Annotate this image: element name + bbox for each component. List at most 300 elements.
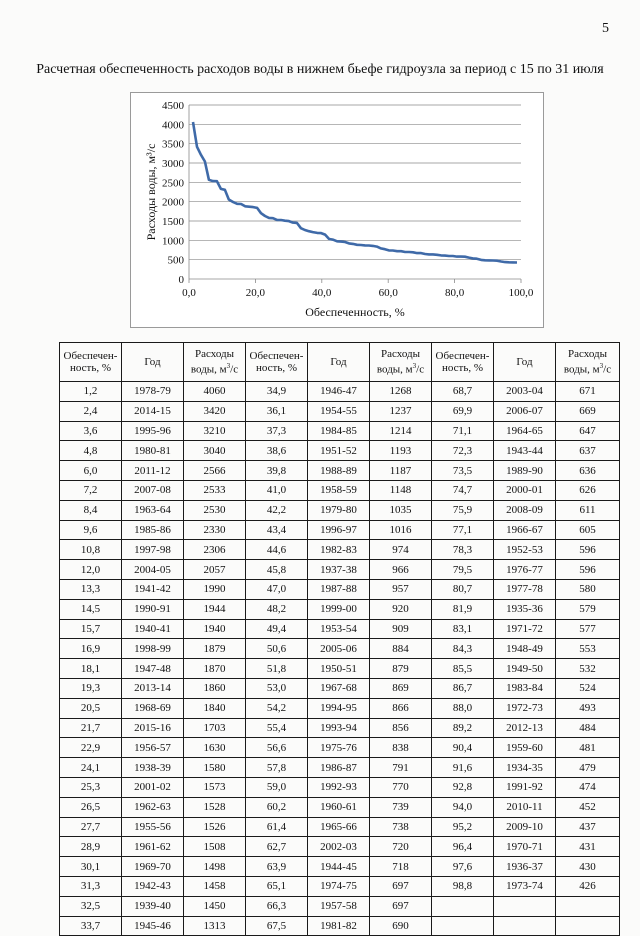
table-row xyxy=(60,738,620,758)
table-cell: 1580 xyxy=(184,758,246,778)
table-cell: 484 xyxy=(556,718,620,738)
table-row xyxy=(60,817,620,837)
table-row xyxy=(60,441,620,461)
table-cell: 920 xyxy=(370,599,432,619)
table-cell: 38,6 xyxy=(246,441,308,461)
table-cell: 95,2 xyxy=(432,817,494,837)
table-cell: 1860 xyxy=(184,678,246,698)
table-cell: 481 xyxy=(556,738,620,758)
table-cell: 1937-38 xyxy=(308,560,370,580)
table-cell: 1960-61 xyxy=(308,797,370,817)
table-cell: 452 xyxy=(556,797,620,817)
table-cell: 671 xyxy=(556,382,620,402)
table-cell: 1972-73 xyxy=(494,698,556,718)
table-row xyxy=(60,678,620,698)
table-cell: 1870 xyxy=(184,659,246,679)
table-cell: 1959-60 xyxy=(494,738,556,758)
table-cell: 79,5 xyxy=(432,560,494,580)
table-cell: 1945-46 xyxy=(122,916,184,936)
flow-probability-table xyxy=(59,342,620,936)
table-cell: 77,1 xyxy=(432,520,494,540)
y-tick-label: 2500 xyxy=(162,177,184,190)
table-cell: 68,7 xyxy=(432,382,494,402)
table-row xyxy=(60,461,620,481)
table-cell: 1968-69 xyxy=(122,698,184,718)
y-tick-label: 1000 xyxy=(162,235,184,248)
table-cell: 92,8 xyxy=(432,777,494,797)
table-cell: 579 xyxy=(556,599,620,619)
table-cell: 697 xyxy=(370,896,432,916)
table-row xyxy=(60,500,620,520)
table-cell: 869 xyxy=(370,678,432,698)
table-cell xyxy=(556,896,620,916)
column-header: Расходы воды, $м^3/с$ xyxy=(556,343,620,382)
table-cell: 10,8 xyxy=(60,540,122,560)
table-cell: 47,0 xyxy=(246,579,308,599)
table-row xyxy=(60,718,620,738)
table-cell: 1193 xyxy=(370,441,432,461)
table-row xyxy=(60,560,620,580)
table-row xyxy=(60,857,620,877)
table-cell: 1995-96 xyxy=(122,421,184,441)
table-cell: 39,8 xyxy=(246,461,308,481)
table-cell: 44,6 xyxy=(246,540,308,560)
table-cell: 2008-09 xyxy=(494,500,556,520)
table-row xyxy=(60,797,620,817)
table-cell: 690 xyxy=(370,916,432,936)
table-cell: 1986-87 xyxy=(308,758,370,778)
table-cell: 2014-15 xyxy=(122,401,184,421)
table-cell: 1977-78 xyxy=(494,579,556,599)
y-tick-label: 3000 xyxy=(162,158,184,170)
table-cell: 43,4 xyxy=(246,520,308,540)
table-cell: 1528 xyxy=(184,797,246,817)
table-header-row xyxy=(60,343,620,382)
table-cell: 1993-94 xyxy=(308,718,370,738)
table-cell: 88,0 xyxy=(432,698,494,718)
table-row xyxy=(60,401,620,421)
table-cell: 1973-74 xyxy=(494,876,556,896)
table-cell: 1948-49 xyxy=(494,639,556,659)
y-tick-label: 4500 xyxy=(162,100,184,112)
table-cell: 596 xyxy=(556,540,620,560)
table-cell: 84,3 xyxy=(432,639,494,659)
table-cell: 738 xyxy=(370,817,432,837)
table-cell: 1947-48 xyxy=(122,659,184,679)
table-cell: 98,8 xyxy=(432,876,494,896)
table-cell: 2010-11 xyxy=(494,797,556,817)
table-cell: 57,8 xyxy=(246,758,308,778)
x-tick-label: 20,0 xyxy=(245,287,266,299)
table-cell: 605 xyxy=(556,520,620,540)
table-cell: 2007-08 xyxy=(122,480,184,500)
table-cell: 1944-45 xyxy=(308,857,370,877)
table-cell: 94,0 xyxy=(432,797,494,817)
table-cell: 2530 xyxy=(184,500,246,520)
table-cell: 3040 xyxy=(184,441,246,461)
table-cell: 791 xyxy=(370,758,432,778)
table-cell: 1942-43 xyxy=(122,876,184,896)
table-cell: 474 xyxy=(556,777,620,797)
table-cell: 65,1 xyxy=(246,876,308,896)
table-row xyxy=(60,876,620,896)
table-cell: 838 xyxy=(370,738,432,758)
series-line xyxy=(193,122,517,263)
table-cell: 1934-35 xyxy=(494,758,556,778)
table-cell: 1944 xyxy=(184,599,246,619)
table-cell: 1988-89 xyxy=(308,461,370,481)
table-cell: 1997-98 xyxy=(122,540,184,560)
table-cell: 636 xyxy=(556,461,620,481)
table-row xyxy=(60,599,620,619)
table-cell: 2013-14 xyxy=(122,678,184,698)
table-cell: 626 xyxy=(556,480,620,500)
table-cell: 1962-63 xyxy=(122,797,184,817)
table-cell: 1983-84 xyxy=(494,678,556,698)
table-cell: 532 xyxy=(556,659,620,679)
table-cell: 55,4 xyxy=(246,718,308,738)
table-row xyxy=(60,540,620,560)
table-cell: 91,6 xyxy=(432,758,494,778)
table-cell: 866 xyxy=(370,698,432,718)
table-cell: 50,6 xyxy=(246,639,308,659)
table-cell: 637 xyxy=(556,441,620,461)
table-cell: 1975-76 xyxy=(308,738,370,758)
table-cell: 3210 xyxy=(184,421,246,441)
table-cell: 1967-68 xyxy=(308,678,370,698)
table-cell: 51,8 xyxy=(246,659,308,679)
table-cell: 6,0 xyxy=(60,461,122,481)
table-cell: 957 xyxy=(370,579,432,599)
flow-duration-chart xyxy=(131,93,543,327)
table-cell: 13,3 xyxy=(60,579,122,599)
table-cell: 42,2 xyxy=(246,500,308,520)
table-row xyxy=(60,619,620,639)
table-cell: 74,7 xyxy=(432,480,494,500)
table-cell: 2006-07 xyxy=(494,401,556,421)
table-cell: 1630 xyxy=(184,738,246,758)
table-cell: 1958-59 xyxy=(308,480,370,500)
table-cell: 2306 xyxy=(184,540,246,560)
table-cell: 33,7 xyxy=(60,916,122,936)
table-cell: 1940-41 xyxy=(122,619,184,639)
table-cell: 430 xyxy=(556,857,620,877)
table-cell: 1035 xyxy=(370,500,432,520)
table-cell: 26,5 xyxy=(60,797,122,817)
table-cell xyxy=(432,916,494,936)
table-row xyxy=(60,916,620,936)
table-cell: 24,1 xyxy=(60,758,122,778)
table-cell: 4,8 xyxy=(60,441,122,461)
table-cell: 97,6 xyxy=(432,857,494,877)
table-cell: 54,2 xyxy=(246,698,308,718)
table-cell: 32,5 xyxy=(60,896,122,916)
table-cell: 1980-81 xyxy=(122,441,184,461)
y-tick-label: 3500 xyxy=(162,138,184,151)
table-cell: 1703 xyxy=(184,718,246,738)
x-tick-label: 100,0 xyxy=(508,287,534,299)
table-cell: 2004-05 xyxy=(122,560,184,580)
table-cell: 14,5 xyxy=(60,599,122,619)
table-cell: 3420 xyxy=(184,401,246,421)
table-cell: 1952-53 xyxy=(494,540,556,560)
table-cell: 1978-79 xyxy=(122,382,184,402)
table-cell: 1935-36 xyxy=(494,599,556,619)
table-cell: 1956-57 xyxy=(122,738,184,758)
table-cell: 1964-65 xyxy=(494,421,556,441)
table-cell: 669 xyxy=(556,401,620,421)
table-cell: 8,4 xyxy=(60,500,122,520)
y-tick-label: 0 xyxy=(178,274,184,286)
table-cell: 1313 xyxy=(184,916,246,936)
table-cell: 1268 xyxy=(370,382,432,402)
table-cell: 2005-06 xyxy=(308,639,370,659)
table-cell: 493 xyxy=(556,698,620,718)
table-cell: 1148 xyxy=(370,480,432,500)
table-cell: 1965-66 xyxy=(308,817,370,837)
table-cell: 36,1 xyxy=(246,401,308,421)
table-cell: 80,7 xyxy=(432,579,494,599)
table-cell: 2000-01 xyxy=(494,480,556,500)
x-tick-label: 60,0 xyxy=(378,287,398,299)
table-cell: 1936-37 xyxy=(494,857,556,877)
table-cell: 2002-03 xyxy=(308,837,370,857)
table-cell: 1974-75 xyxy=(308,876,370,896)
table-row xyxy=(60,382,620,402)
document-title: Расчетная обеспеченность расходов воды в нижнем бьефе гидроузла за период с 15 по 31 июля xyxy=(36,62,604,77)
column-header: Расходы воды, $м^3/с$ xyxy=(370,343,432,382)
table-cell: 1237 xyxy=(370,401,432,421)
table-row xyxy=(60,837,620,857)
table-cell: 12,0 xyxy=(60,560,122,580)
table-cell: 1214 xyxy=(370,421,432,441)
table-cell: 2001-02 xyxy=(122,777,184,797)
table-cell: 909 xyxy=(370,619,432,639)
y-tick-label: 2000 xyxy=(162,196,184,209)
table-row xyxy=(60,698,620,718)
y-tick-label: 4000 xyxy=(162,119,184,132)
table-cell: 1,2 xyxy=(60,382,122,402)
table-cell: 1961-62 xyxy=(122,837,184,857)
table-cell: 75,9 xyxy=(432,500,494,520)
table-row xyxy=(60,896,620,916)
table-cell: 4060 xyxy=(184,382,246,402)
table-cell: 479 xyxy=(556,758,620,778)
table-cell: 720 xyxy=(370,837,432,857)
table-cell: 78,3 xyxy=(432,540,494,560)
table-cell: 90,4 xyxy=(432,738,494,758)
table-row xyxy=(60,777,620,797)
table-cell: 1498 xyxy=(184,857,246,877)
page-number: 5 xyxy=(602,21,609,36)
table-cell: 81,9 xyxy=(432,599,494,619)
table-cell: 86,7 xyxy=(432,678,494,698)
table-cell: 2566 xyxy=(184,461,246,481)
table-row xyxy=(60,579,620,599)
table-cell: 1951-52 xyxy=(308,441,370,461)
table-cell: 60,2 xyxy=(246,797,308,817)
table-cell: 2330 xyxy=(184,520,246,540)
table-cell: 2009-10 xyxy=(494,817,556,837)
table-cell: 89,2 xyxy=(432,718,494,738)
table-cell: 580 xyxy=(556,579,620,599)
table-row xyxy=(60,758,620,778)
table-cell xyxy=(494,896,556,916)
table-cell: 1840 xyxy=(184,698,246,718)
table-row xyxy=(60,639,620,659)
table-cell: 18,1 xyxy=(60,659,122,679)
chart-frame xyxy=(130,92,544,328)
table-cell: 856 xyxy=(370,718,432,738)
table-cell: 1458 xyxy=(184,876,246,896)
y-tick-label: 1500 xyxy=(162,216,184,228)
table-cell: 1989-90 xyxy=(494,461,556,481)
table-cell: 1990-91 xyxy=(122,599,184,619)
x-axis-label: Обеспеченность, % xyxy=(305,305,405,319)
table-body xyxy=(60,382,620,936)
table-cell: 1991-92 xyxy=(494,777,556,797)
table-cell: 1985-86 xyxy=(122,520,184,540)
table-cell: 45,8 xyxy=(246,560,308,580)
y-tick-label: 500 xyxy=(167,254,184,267)
table-cell: 1940 xyxy=(184,619,246,639)
table-cell: 879 xyxy=(370,659,432,679)
table-cell: 31,3 xyxy=(60,876,122,896)
table-cell: 2015-16 xyxy=(122,718,184,738)
column-header: Год xyxy=(308,343,370,382)
table-cell: 1963-64 xyxy=(122,500,184,520)
table-cell: 28,9 xyxy=(60,837,122,857)
table-cell: 61,4 xyxy=(246,817,308,837)
table-cell: 16,9 xyxy=(60,639,122,659)
table-cell: 1949-50 xyxy=(494,659,556,679)
table-cell xyxy=(556,916,620,936)
x-tick-label: 0,0 xyxy=(182,287,196,299)
table-cell: 647 xyxy=(556,421,620,441)
column-header: Год xyxy=(494,343,556,382)
table-cell: 1981-82 xyxy=(308,916,370,936)
table-cell: 1996-97 xyxy=(308,520,370,540)
table-cell: 739 xyxy=(370,797,432,817)
table-cell: 1990 xyxy=(184,579,246,599)
table-cell: 431 xyxy=(556,837,620,857)
x-tick-label: 80,0 xyxy=(444,287,465,299)
table-cell: 1982-83 xyxy=(308,540,370,560)
table-cell: 2533 xyxy=(184,480,246,500)
table-cell: 1016 xyxy=(370,520,432,540)
table-row xyxy=(60,421,620,441)
table-row xyxy=(60,520,620,540)
table-cell: 2003-04 xyxy=(494,382,556,402)
table-row xyxy=(60,659,620,679)
table-cell: 49,4 xyxy=(246,619,308,639)
table-cell: 1957-58 xyxy=(308,896,370,916)
table-cell: 1992-93 xyxy=(308,777,370,797)
table-cell: 1943-44 xyxy=(494,441,556,461)
table-cell: 1999-00 xyxy=(308,599,370,619)
table-cell: 72,3 xyxy=(432,441,494,461)
column-header: Расходы воды, $м^3/с$ xyxy=(184,343,246,382)
table-cell: 96,4 xyxy=(432,837,494,857)
table-cell: 437 xyxy=(556,817,620,837)
table-cell: 85,5 xyxy=(432,659,494,679)
table-cell: 37,3 xyxy=(246,421,308,441)
x-tick-label: 40,0 xyxy=(312,287,332,299)
table-cell: 1450 xyxy=(184,896,246,916)
table-cell: 53,0 xyxy=(246,678,308,698)
table-cell: 1941-42 xyxy=(122,579,184,599)
table-cell: 63,9 xyxy=(246,857,308,877)
table-cell: 577 xyxy=(556,619,620,639)
table-cell: 3,6 xyxy=(60,421,122,441)
table-cell: 718 xyxy=(370,857,432,877)
table-cell: 1954-55 xyxy=(308,401,370,421)
table-cell: 1508 xyxy=(184,837,246,857)
table-cell: 71,1 xyxy=(432,421,494,441)
column-header: Год xyxy=(122,343,184,382)
table-cell: 1526 xyxy=(184,817,246,837)
table-cell: 2011-12 xyxy=(122,461,184,481)
table-cell: 611 xyxy=(556,500,620,520)
table-cell: 1984-85 xyxy=(308,421,370,441)
table-cell: 69,9 xyxy=(432,401,494,421)
column-header: Обеспечен- ность, % xyxy=(60,343,122,382)
table-cell: 62,7 xyxy=(246,837,308,857)
table-cell: 553 xyxy=(556,639,620,659)
table-cell: 697 xyxy=(370,876,432,896)
table-cell: 2,4 xyxy=(60,401,122,421)
table-cell: 426 xyxy=(556,876,620,896)
table-cell: 22,9 xyxy=(60,738,122,758)
table-row xyxy=(60,480,620,500)
table-cell: 9,6 xyxy=(60,520,122,540)
table-cell: 1966-67 xyxy=(494,520,556,540)
table-cell: 2057 xyxy=(184,560,246,580)
table-cell: 66,3 xyxy=(246,896,308,916)
table-cell: 1573 xyxy=(184,777,246,797)
column-header: Обеспечен- ность, % xyxy=(246,343,308,382)
table-cell: 25,3 xyxy=(60,777,122,797)
y-axis-label: Расходы воды, м³/с xyxy=(144,143,158,241)
table-cell: 48,2 xyxy=(246,599,308,619)
table-cell: 596 xyxy=(556,560,620,580)
table-cell: 34,9 xyxy=(246,382,308,402)
table-cell: 884 xyxy=(370,639,432,659)
table-cell: 770 xyxy=(370,777,432,797)
table-cell: 1979-80 xyxy=(308,500,370,520)
table-cell: 83,1 xyxy=(432,619,494,639)
table-cell: 1939-40 xyxy=(122,896,184,916)
table-cell: 1969-70 xyxy=(122,857,184,877)
column-header: Обеспечен- ность, % xyxy=(432,343,494,382)
table-cell: 524 xyxy=(556,678,620,698)
table-cell: 59,0 xyxy=(246,777,308,797)
table-cell: 67,5 xyxy=(246,916,308,936)
table-cell: 1946-47 xyxy=(308,382,370,402)
table-cell: 1998-99 xyxy=(122,639,184,659)
table-cell: 1994-95 xyxy=(308,698,370,718)
table-cell: 56,6 xyxy=(246,738,308,758)
table-cell: 1955-56 xyxy=(122,817,184,837)
table-cell: 974 xyxy=(370,540,432,560)
table-cell: 1970-71 xyxy=(494,837,556,857)
table-cell: 2012-13 xyxy=(494,718,556,738)
table-cell: 1953-54 xyxy=(308,619,370,639)
table-cell: 30,1 xyxy=(60,857,122,877)
table-cell: 1950-51 xyxy=(308,659,370,679)
table-cell: 15,7 xyxy=(60,619,122,639)
table-cell: 41,0 xyxy=(246,480,308,500)
